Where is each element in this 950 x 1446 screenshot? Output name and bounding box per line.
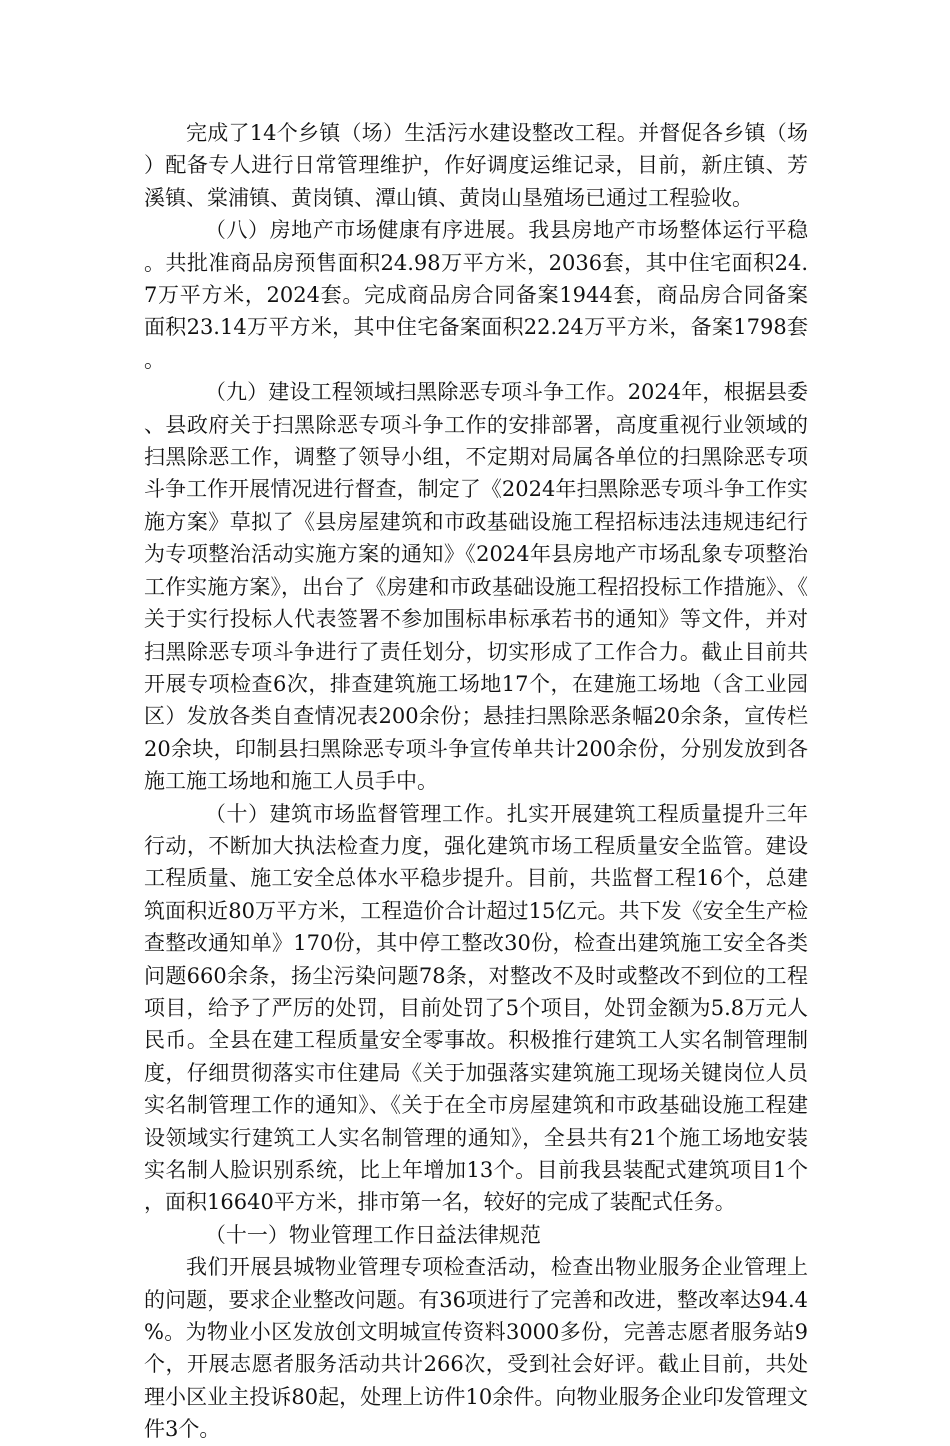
paragraph-anti-crime-campaign: （九）建设工程领域扫黑除恶专项斗争工作。2024年，根据县委、县政府关于扫黑除恶专项斗争工作的安排部署，高度重视行业领域的扫黑除恶工作，调整了领导小组，不定期对局属各单位的扫黑除恶专项斗争工作开展情况进行督查，制定了《2024年扫黑除恶专项斗争工作实施方案》草拟了《县房屋建筑和市政基础设施工程招标违法违规违纪行为专项整治活动实施方案的通知》《2024年县房地产市场乱象专项整治工作实施方案》，出台了《房建和市政基础设施工程招投标工作措施》、《关于实行投标人代表签署不参加围标串标承若书的通知》等文件，并对扫黑除恶专项斗争进行了责任划分，切实形成了工作合力。截止目前共开展专项检查6次，排查建筑施工场地17个，在建施工场地（含工业园区）发放各类自查情况表200余份；悬挂扫黑除恶条幅20余条，宣传栏20余块，印制县扫黑除恶专项斗争宣传单共计200余份，分别发放到各施工施工场地和施工人员手中。 xyxy=(144,380,808,794)
document-body xyxy=(144,117,808,1446)
paragraph-property-management: 我们开展县城物业管理专项检查活动，检查出物业服务企业管理上的问题，要求企业整改问题。有36项进行了完善和改进，整改率达94.4%。为物业小区发放创文明城宣传资料3000多份，完善志愿者服务站9个，开展志愿者服务活动共计266次，受到社会好评。截止目前，共处理小区业主投诉80起，处理上访件10余件。向物业服务企业印发管理文件3个。 xyxy=(144,1255,808,1442)
paragraph-sewage-rectification: 完成了14个乡镇（场）生活污水建设整改工程。并督促各乡镇（场）配备专人进行日常管理维护，作好调度运维记录，目前，新庄镇、芳溪镇、棠浦镇、黄岗镇、潭山镇、黄岗山垦殖场已通过工程验收。 xyxy=(144,121,808,210)
paragraph-construction-supervision: （十）建筑市场监督管理工作。扎实开展建筑工程质量提升三年行动，不断加大执法检查力度，强化建筑市场工程质量安全监管。建设工程质量、施工安全总体水平稳步提升。目前，共监督工程16个，总建筑面积近80万平方米，工程造价合计超过15亿元。共下发《安全生产检查整改通知单》170份，其中停工整改30份，检查出建筑施工安全各类问题660余条，扬尘污染问题78条，对整改不及时或整改不到位的工程项目，给予了严厉的处罚，目前处罚了5个项目，处罚金额为5.8万元人民币。全县在建工程质量安全零事故。积极推行建筑工人实名制管理制度，仔细贯彻落实市住建局《关于加强落实建筑施工现场关键岗位人员实名制管理工作的通知》、《关于在全市房屋建筑和市政基础设施工程建设领域实行建筑工人实名制管理的通知》，全县共有21个施工场地安装实名制人脸识别系统，比上年增加13个。目前我县装配式建筑项目1个，面积16640平方米，排市第一名，较好的完成了装配式任务。 xyxy=(144,801,808,1215)
paragraph-real-estate-market: （八）房地产市场健康有序进展。我县房地产市场整体运行平稳。共批准商品房预售面积24.98万平方米，2036套，其中住宅面积24.7万平方米，2024套。完成商品房合同备案1944套，商品房合同备案面积23.14万平方米，其中住宅备案面积22.24万平方米，备案1798套。 xyxy=(144,218,808,372)
section-heading-property-management: （十一）物业管理工作日益法律规范 xyxy=(204,1222,541,1247)
